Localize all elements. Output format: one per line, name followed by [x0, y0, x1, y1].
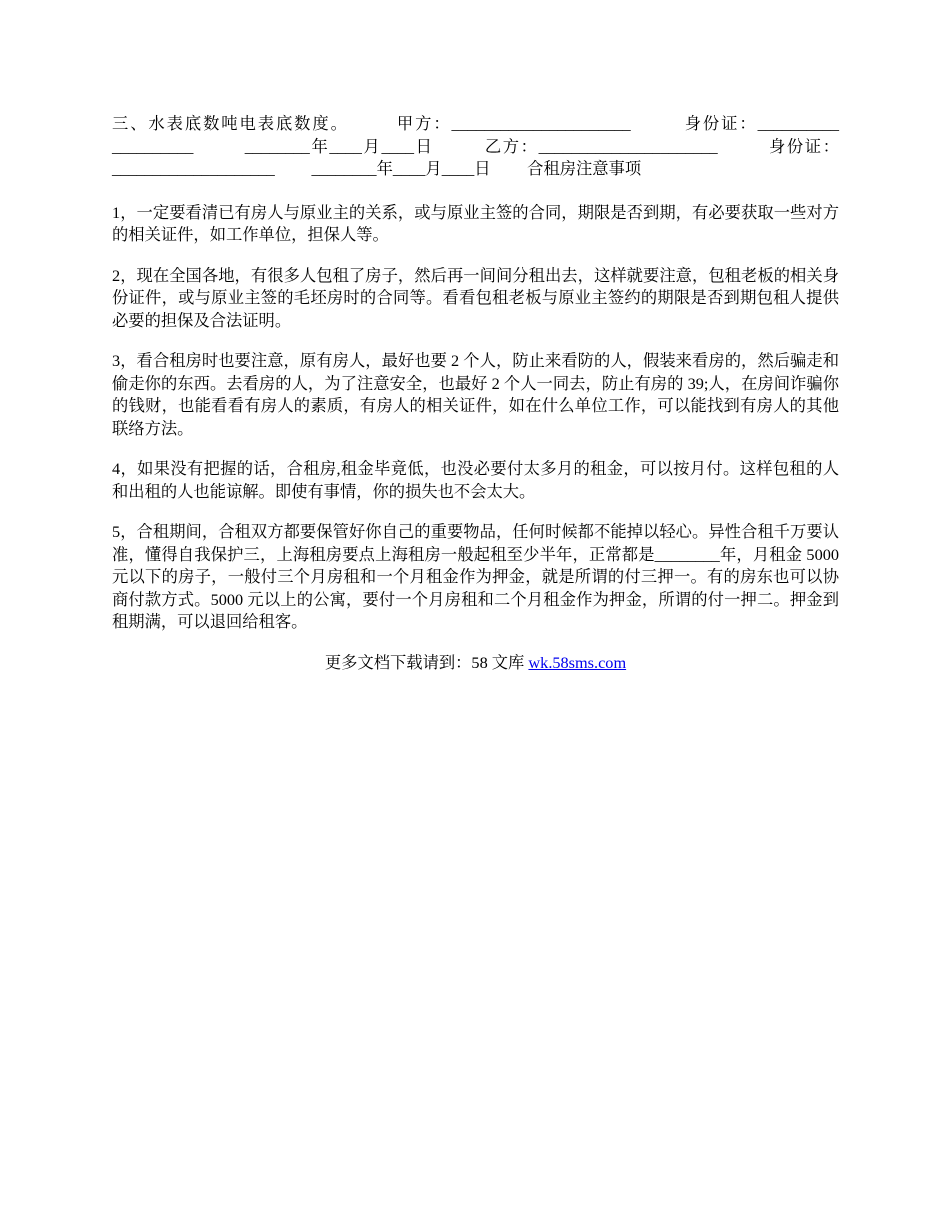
paragraph-note-3: 3，看合租房时也要注意，原有房人，最好也要 2 个人，防止来看防的人，假装来看房的，然后骗走和偷走你的东西。去看房的人，为了注意安全，也最好 2 个人一同去，防止有房的 39;人，在房间诈骗你的钱财，也能看看有房人的素质，有房人的相关证件，如在什么单位工作，可以能找到有房人的其他联络方法。: [112, 351, 839, 438]
footer-link[interactable]: wk.58sms.com: [528, 652, 627, 672]
footer-text: 更多文档下载请到：58 文库: [324, 652, 525, 672]
paragraph-note-2: 2，现在全国各地，有很多人包租了房子，然后再一间间分租出去，这样就要注意，包租老板的相关身份证件，或与原业主签的毛坯房时的合同等。看看包租老板与原业主签约的期限是否到期包租人提供必要的担保及合法证明。: [112, 265, 839, 330]
footer: [112, 652, 839, 674]
paragraph-note-5: 5，合租期间，合租双方都要保管好你自己的重要物品，任何时候都不能掉以轻心。异性合租千万要认准，懂得自我保护三，上海租房要点上海租房一般起租至少半年，正常都是________年，月租金 5000 元以下的房子，一般付三个月房租和一个月租金作为押金，就是所谓的付三押一。有的房东也可以协商付款方式。5000 元以上的公寓，要付一个月房租和二个月租金作为押金，所谓的付一押二。押金到租期满，可以退回给租客。: [112, 522, 839, 631]
document-page: [112, 113, 839, 674]
paragraph-contract-signatures: 三、水表底数吨电表底数度。 甲方：______________________ 身份证：__________ __________ ________年____月____日 乙方：______________________ 身份证：____________________ ________年____月____日 合租房注意事项: [112, 114, 839, 178]
paragraph-note-1: 1，一定要看清已有房人与原业主的关系，或与原业主签的合同，期限是否到期，有必要获取一些对方的相关证件，如工作单位，担保人等。: [112, 202, 839, 244]
paragraph-note-4: 4，如果没有把握的话，合租房,租金毕竟低，也没必要付太多月的租金，可以按月付。这样包租的人和出租的人也能谅解。即使有事情，你的损失也不会太大。: [112, 459, 839, 501]
